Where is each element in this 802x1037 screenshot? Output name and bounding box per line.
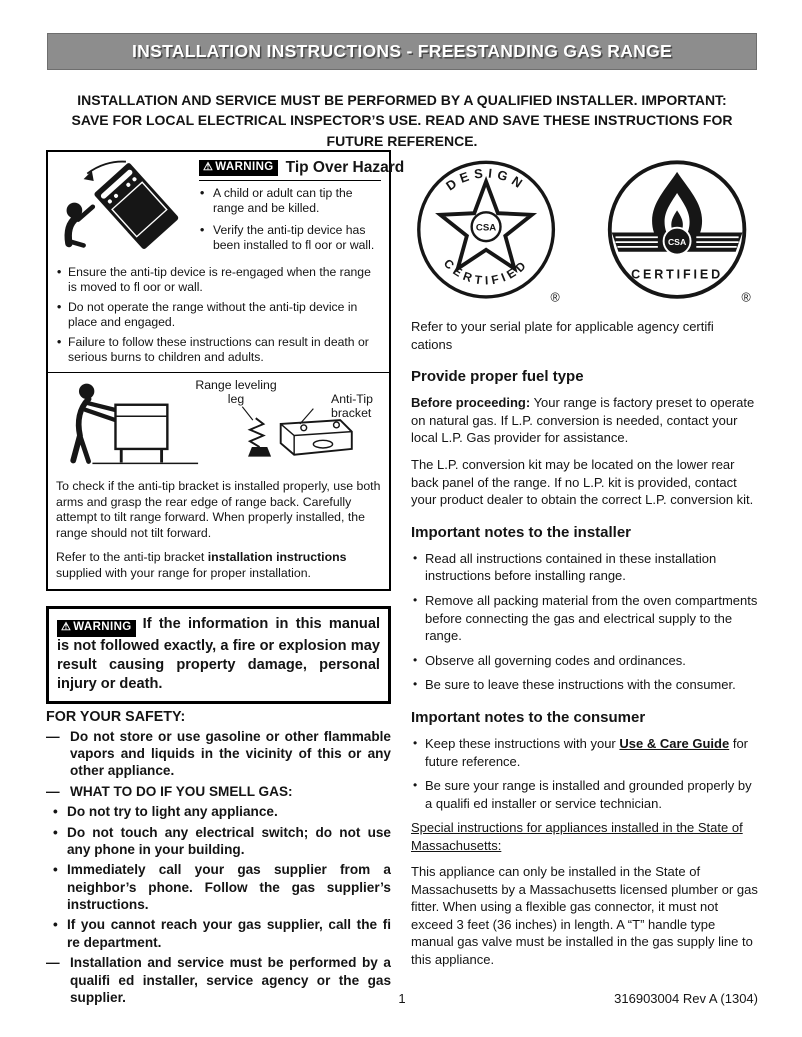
use-care-guide-label: Use & Care Guide <box>619 735 730 751</box>
right-column <box>411 150 758 1009</box>
tip-over-bullet: • Failure to follow these instructions can result in death or serious burns to children and adults. <box>56 335 381 366</box>
before-proceeding-label: Before proceeding: <box>411 395 531 411</box>
safety-heading: FOR YOUR SAFETY: <box>46 708 186 725</box>
safety-item <box>46 783 391 800</box>
tip-over-bullet: • A child or adult can tip the range and be killed. <box>199 186 381 217</box>
anti-tip-diagram <box>48 372 389 471</box>
safety-item <box>46 824 391 859</box>
fuel-type-heading: Provide proper fuel type <box>411 368 584 386</box>
tip-over-heading: Tip Over Hazard <box>285 159 405 176</box>
csa-monogram: CSA <box>667 236 687 247</box>
design-arc-label: DESIGN <box>443 165 530 194</box>
safety-item-marker: • <box>53 917 58 933</box>
safety-item <box>46 916 391 951</box>
fire-warning-text <box>57 615 380 693</box>
person-figure <box>73 383 117 461</box>
csa-design-certified-logo <box>413 155 563 308</box>
consumer-note-post: for future reference. <box>425 735 749 769</box>
csa-monogram: CSA <box>475 222 497 234</box>
registered-mark: ® <box>550 290 560 305</box>
page-footer <box>46 991 758 1007</box>
tip-over-bullet: • Do not operate the range without the anti-tip device in place and engaged. <box>56 300 381 331</box>
refer-paragraph <box>56 550 381 581</box>
safety-item-marker: • <box>53 862 58 878</box>
installation-instructions-label: installation instructions <box>207 549 347 564</box>
serial-plate-note: Refer to your serial plate for applicable agency certifi cations <box>411 319 714 352</box>
safety-item-marker: — <box>46 955 60 971</box>
safety-item-text: Do not store or use gasoline or other flammable vapors and liquids in the vicinity of this or any other appliance. <box>70 728 391 779</box>
csa-flame-certified-logo <box>604 155 754 308</box>
fuel-paragraph-2: The L.P. conversion kit may be located on the lower rear back panel of the range. If no L.P. kit is provided, contact your product dealer to obtain the correct L.P. conversion kit. <box>411 456 754 508</box>
refer-text-pre: Refer to the anti-tip bracket <box>56 549 208 564</box>
installer-note: • Read all instructions contained in these installation instructions before installing range. <box>411 550 758 585</box>
safety-item-text: Do not touch any electrical switch; do not use any phone in your building. <box>67 824 391 857</box>
warning-triangle-icon: ⚠ <box>61 621 72 634</box>
leveling-leg-pointer-line <box>242 407 253 420</box>
tip-over-warning-header <box>199 157 405 181</box>
tip-over-main-bullets <box>56 265 381 366</box>
certified-arc-label: CERTIFIED <box>440 256 532 288</box>
warning-badge <box>199 160 278 177</box>
massachusetts-paragraph: This appliance can only be installed in the State of Massachusetts by a Massachusetts licensed plumber or gas fitter. When using a flexible gas connector, it must not exceed 3 feet (36 inches) in length. A “T” handle type manual gas valve must be installed in the gas supply line to this appliance. <box>411 864 758 967</box>
tip-over-bullet: • Ensure the anti-tip device is re-engaged when the range is moved to fl oor or wall. <box>56 265 381 296</box>
installer-note: • Observe all governing codes and ordinances. <box>411 652 758 670</box>
tip-over-side-bullets <box>199 186 381 254</box>
page-title: INSTALLATION INSTRUCTIONS - FREESTANDING GAS RANGE <box>132 41 672 61</box>
registered-mark: ® <box>741 290 751 305</box>
safety-item <box>46 803 391 820</box>
refer-text-post: supplied with your range for proper installation. <box>56 565 311 580</box>
fire-warning-box <box>46 606 391 703</box>
safety-item-marker: • <box>53 804 58 820</box>
warning-label: WARNING <box>215 160 274 173</box>
safety-item-text: Installation and service must be performed by a qualifi ed installer, service agency or the gas supplier. <box>70 955 391 1006</box>
doc-number: 316903004 Rev A (1304) <box>614 991 758 1006</box>
range-side-view <box>92 405 198 464</box>
safety-item-text: Do not try to light any appliance. <box>67 804 278 820</box>
tip-over-warning-box <box>46 150 405 591</box>
range-tipping-icon <box>56 157 194 251</box>
fuel-paragraph-1 <box>411 394 758 447</box>
tip-over-heading-block <box>199 157 405 260</box>
range-leveling-leg-label: Range leveling leg <box>195 377 277 406</box>
anti-tip-bracket <box>281 420 352 455</box>
page-number: 1 <box>398 991 406 1006</box>
installer-note: • Be sure to leave these instructions with the consumer. <box>411 676 758 694</box>
tilt-check-paragraph: To check if the anti-tip bracket is installed properly, use both arms and grasp the rear edge of range back. Carefully attempt to tilt range forward. When properly installed, the range should not tilt forward. <box>56 478 381 541</box>
safety-item-text: If you cannot reach your gas supplier, call the fi re department. <box>67 917 391 950</box>
tip-over-header-area <box>56 157 405 260</box>
consumer-notes-list <box>411 735 758 812</box>
installer-notes-heading: Important notes to the installer <box>411 523 632 541</box>
anti-tip-bracket-label: Anti-Tip bracket <box>331 391 373 420</box>
child-figure <box>67 203 93 246</box>
content-columns <box>46 150 758 1009</box>
safety-item <box>46 861 391 913</box>
intro-statement: INSTALLATION AND SERVICE MUST BE PERFORMED BY A QUALIFIED INSTALLER. IMPORTANT: SAVE FOR LOCAL ELECTRICAL INSPECTOR’S USE. READ AND SAVE THESE INSTRUCTIONS FOR FUTURE REFERENCE. <box>71 92 733 149</box>
fuel-paragraph-1-text: Your range is factory preset to operate on natural gas. If L.P. conversion is needed, contact your local L.P. Gas provider for assistance. <box>411 395 755 446</box>
title-banner <box>47 33 757 70</box>
tip-over-bullet: • Verify the anti-tip device has been installed to fl oor or wall. <box>199 223 381 254</box>
consumer-note: • Be sure your range is installed and grounded properly by a qualifi ed installer or service technician. <box>411 777 758 812</box>
consumer-note <box>411 735 758 770</box>
installer-note: • Remove all packing material from the oven compartments before connecting the gas and electrical supply to the range. <box>411 592 758 645</box>
tip-over-illustration <box>56 157 194 260</box>
warning-triangle-icon: ⚠ <box>203 160 214 173</box>
safety-item-marker: • <box>53 824 58 840</box>
safety-item-text: Immediately call your gas supplier from a neighbor’s phone. Follow the gas supplier’s instructions. <box>67 862 391 913</box>
safety-item-text: WHAT TO DO IF YOU SMELL GAS: <box>70 783 293 799</box>
consumer-note-pre: Keep these instructions with your <box>425 735 620 751</box>
installer-notes-list <box>411 550 758 694</box>
fire-warning-message: If the information in this manual is not followed exactly, a fire or explosion may result causing property damage, personal injury or death. <box>57 616 380 692</box>
certification-logos <box>411 150 758 308</box>
leveling-leg <box>248 418 271 456</box>
left-column <box>46 150 405 1009</box>
safety-section <box>46 709 391 1007</box>
massachusetts-heading: Special instructions for appliances installed in the State of Massachusetts: <box>411 820 743 853</box>
safety-item-marker: — <box>46 728 60 744</box>
certified-label: CERTIFIED <box>631 267 724 282</box>
safety-item-marker: — <box>46 783 60 799</box>
range-silhouette <box>93 162 179 250</box>
warning-label: WARNING <box>73 620 132 633</box>
safety-item <box>46 728 391 780</box>
consumer-notes-heading: Important notes to the consumer <box>411 708 646 726</box>
warning-badge <box>57 620 136 637</box>
